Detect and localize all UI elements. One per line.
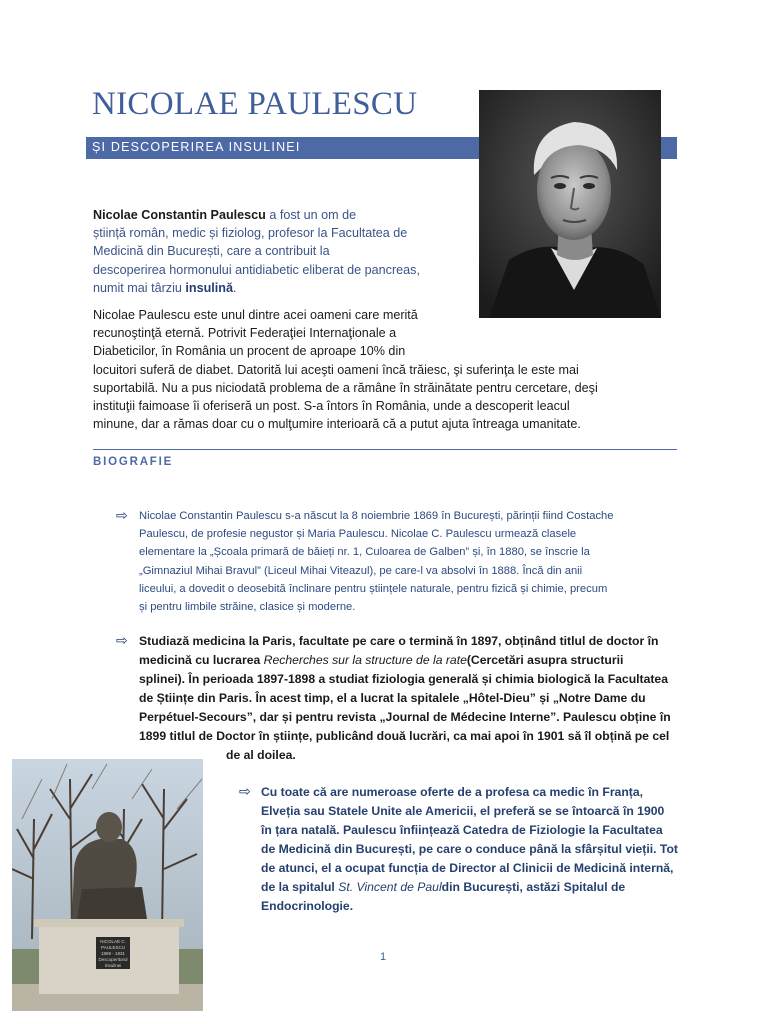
intro-line-5-end: . bbox=[232, 280, 237, 295]
paragraph-line: Nicolae Paulescu este unul dintre acei oameni care merită bbox=[93, 308, 418, 322]
bullet-line: Cu toate că are numeroase oferte de a profesa ca medic în Franța, bbox=[261, 785, 644, 799]
plaque-line: 1869 - 1931 bbox=[100, 951, 126, 956]
plaque-line: NICOLAE C. PAULESCU bbox=[100, 939, 126, 950]
thesis-title: Recherches sur la structure de la rate bbox=[263, 653, 467, 667]
intro-line-5: numit mai târziu bbox=[93, 280, 186, 295]
bullet-line: Studiază medicina la Paris, facultate pe care o termină în 1897, obținând titlul de doctor în bbox=[139, 634, 659, 648]
bullet-line: elementare la „Școala primară de băieți nr. 1, Culoarea de Galben” și, în 1880, se înscrie la bbox=[139, 546, 590, 559]
bullet-line: de Medicină din București, pe care o conduce până la sfârșitul vieții. Tot bbox=[261, 842, 678, 856]
bullet-line-end: din București, astăzi Spitalul de bbox=[441, 880, 626, 894]
arrow-bullet-icon: ⇨ bbox=[239, 783, 251, 799]
plaque-line: Insulinei bbox=[104, 963, 122, 968]
insulin-term: insulină bbox=[185, 280, 233, 295]
paragraph-line: locuitori suferă de diabet. Datorită lui aceşti oameni încă trăiesc, şi suferinţa le este mai bbox=[93, 362, 579, 377]
bullet-line: Elveția sau Statele Unite ale Americii, el preferă se se întoarcă în 1900 bbox=[261, 804, 665, 818]
paragraph-line: Diabeticilor, în România un procent de aproape 10% din bbox=[93, 344, 406, 359]
intro-line-2: știință român, medic și fiziolog, profesor la Facultatea de bbox=[93, 226, 408, 241]
intro-line-4: descoperirea hormonului antidiabetic eliberat de pancreas, bbox=[93, 262, 420, 277]
body-paragraph bbox=[93, 306, 673, 433]
bullet-line: liceului, a dovedit o deosebită înclinare pentru științele naturale, pentru fizică și chimie, precum bbox=[139, 582, 608, 595]
bullet-line: Paulescu, de profesie negustor și Maria Paulescu. Nicolae C. Paulescu urmează clasele bbox=[139, 528, 577, 541]
paragraph-line: instituţii faimoase îi oferiseră un post. S-a întors în România, unde a descoperit leacul bbox=[93, 399, 570, 414]
statue-illustration bbox=[12, 759, 203, 1011]
bullet-line: Nicolae Constantin Paulescu s-a născut la 8 noiembrie 1869 în București, părinții fiind Costache bbox=[139, 510, 614, 522]
intro-name: Nicolae Constantin Paulescu bbox=[93, 208, 266, 222]
paragraph-line: suportabilă. Nu a pus niciodată problema de a rămâne în străinătate pentru cercetare, deşi bbox=[93, 380, 598, 395]
section-heading: BIOGRAFIE bbox=[93, 456, 174, 468]
bullet-line: de la spitalul bbox=[261, 880, 339, 894]
bullet-line: și pentru limbile străine, clasice și moderne. bbox=[139, 601, 356, 614]
intro-line-1: a fost un om de bbox=[265, 208, 357, 222]
bullet-line: de al doilea. bbox=[226, 748, 296, 762]
paragraph-line: minune, dar a rămas doar cu o mulţumire interioară că a putut ajuta întreaga umanitate. bbox=[93, 417, 581, 432]
bullet-line: „Gimnaziul Mihai Bravul” (Liceul Mihai Viteazul), pe care-l va absolvi în 1888. Încă din anii bbox=[139, 564, 583, 577]
bullet-line-end: (Cercetări asupra structurii bbox=[466, 653, 624, 667]
document-title: NICOLAE PAULESCU bbox=[92, 86, 418, 122]
intro-line-3: Medicină din București, care a contribuit la bbox=[93, 244, 330, 259]
arrow-bullet-icon: ⇨ bbox=[116, 632, 128, 648]
paragraph-line: recunoştinţă eternă. Potrivit Federaţiei Internaţionale a bbox=[93, 326, 397, 341]
bullet-line: de Științe din Paris. În acest timp, el a lucrat la spitalele „Hôtel-Dieu” și „Notre Dame du bbox=[139, 691, 646, 705]
portrait-illustration bbox=[479, 90, 661, 318]
page-number: 1 bbox=[380, 951, 387, 963]
bullet-line: Endocrinologie. bbox=[261, 899, 354, 913]
bullet-line: 1899 titlul de Doctor în științe, publicând două lucrări, ca mai apoi în 1901 să îl obțină pe cel bbox=[139, 729, 670, 743]
statue-photo bbox=[12, 759, 203, 1011]
bullet-line: Perpétuel-Secours”, dar și pentru revista „Journal de Médecine Interne”. Paulescu obține în bbox=[139, 710, 671, 724]
bullet-line: de atunci, el a ocupat funcția de Director al Clinicii de Medicină internă, bbox=[261, 861, 674, 875]
statue-plaque bbox=[96, 939, 130, 969]
hospital-name: St. Vincent de Paul bbox=[338, 880, 442, 894]
bullet-line: medicină cu lucrarea bbox=[139, 653, 264, 667]
arrow-bullet-icon: ⇨ bbox=[116, 507, 128, 523]
bullet-line: splinei). În perioada 1897-1898 a studiat fiziologia generală și chimia biologică la Facultatea bbox=[139, 672, 668, 686]
document-subtitle: ȘI DESCOPERIREA INSULINEI bbox=[92, 140, 301, 154]
section-divider bbox=[93, 449, 677, 450]
portrait-photo bbox=[479, 90, 661, 318]
plaque-line: Descoperitorul bbox=[98, 957, 128, 962]
bullet-line: în țara natală. Paulescu înființează Catedra de Fiziologie la Facultatea bbox=[261, 823, 663, 837]
intro-paragraph bbox=[93, 206, 473, 297]
